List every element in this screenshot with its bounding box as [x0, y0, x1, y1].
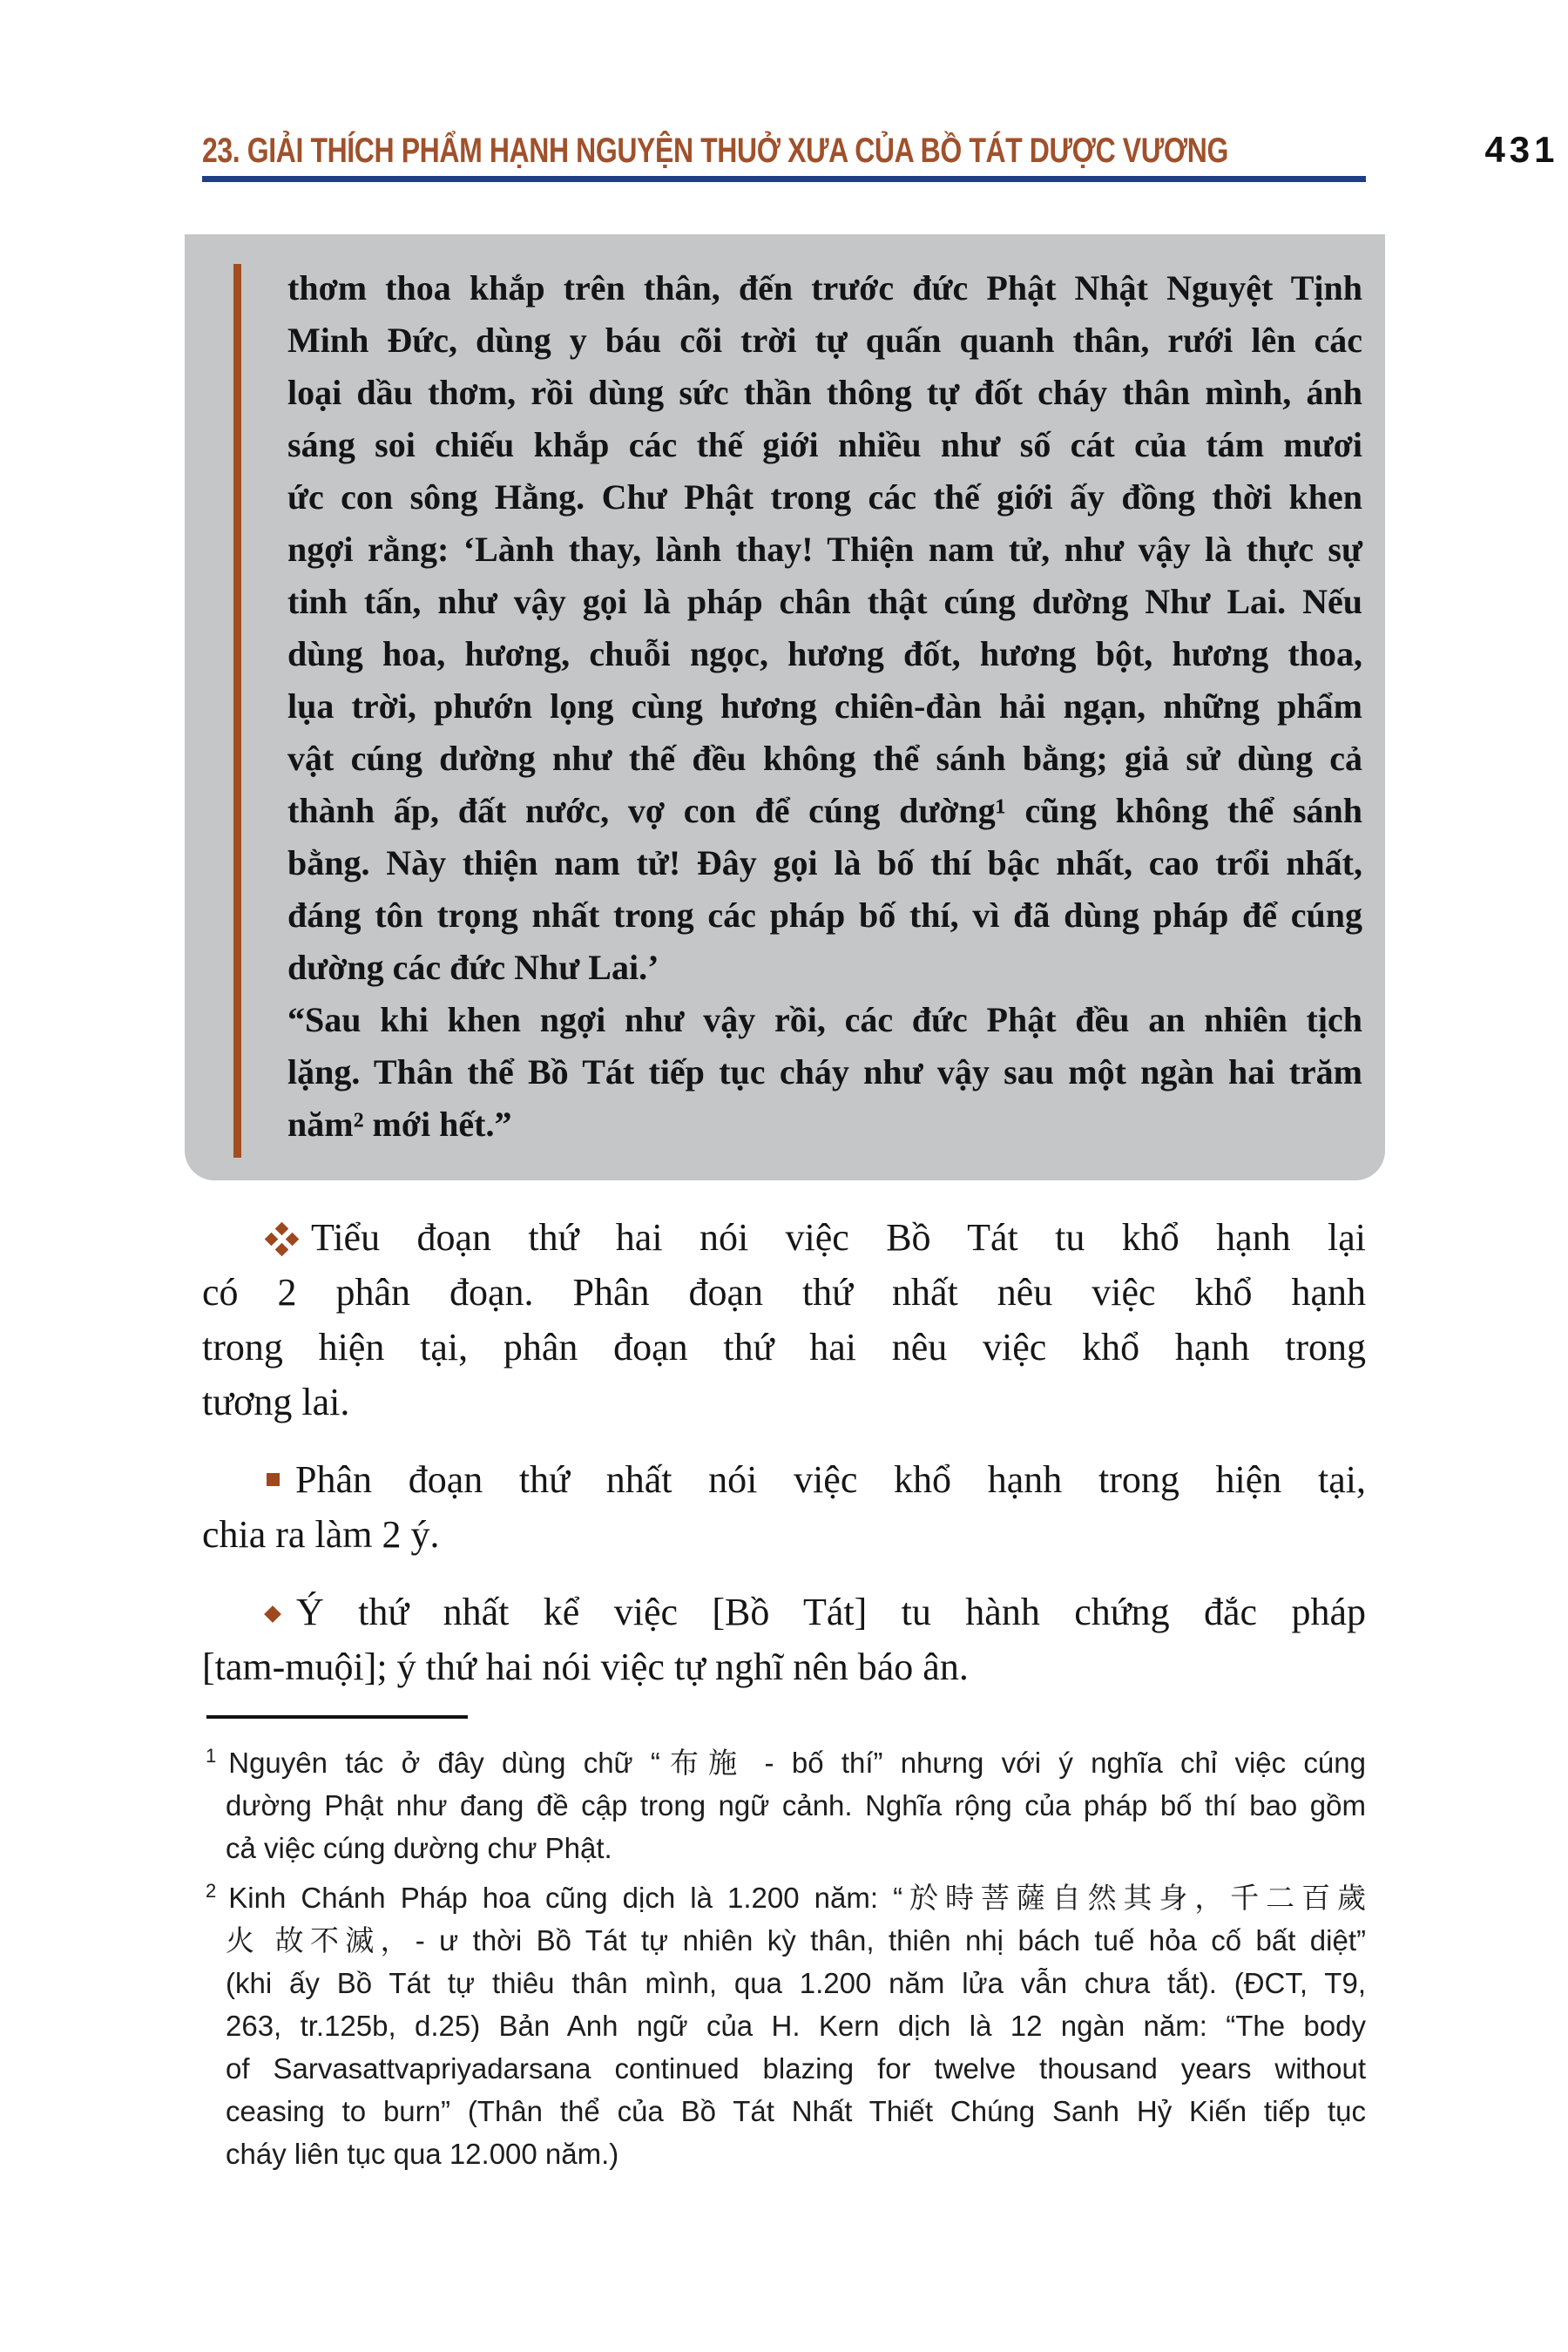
- footnote-line: $^1$ Nguyên tác ở đây dùng chữ “布施 - bố thí” nhưng với ý nghĩa chỉ việc cúng: [206, 1745, 1366, 1779]
- quote-line: dùng hoa, hương, chuỗi ngọc, hương đốt, hương bột, hương thoa,: [287, 634, 1362, 673]
- body-line: có 2 phân đoạn. Phân đoạn thứ nhất nêu việc khổ hạnh: [202, 1271, 1366, 1314]
- page-content: [202, 127, 1559, 2175]
- footnote-marker: 2: [206, 1880, 217, 1902]
- body-line: Ý thứ nhất kể việc [Bồ Tát] tu hành chứng đắc pháp: [202, 1585, 1366, 1639]
- body-paragraph: [202, 1585, 1366, 1694]
- page-header: [202, 127, 1559, 171]
- footnote-separator: [206, 1715, 468, 1719]
- quote-line: “Sau khi khen ngợi như vậy rồi, các đức Phật đều an nhiên tịch: [287, 1000, 1362, 1039]
- quote-line: năm² mới hết.”: [287, 1105, 512, 1144]
- footnote: [202, 1734, 1366, 1869]
- quote-line: lụa trời, phướn lọng cùng hương chiên-đàn hải ngạn, những phẩm: [287, 686, 1362, 726]
- sutra-quote-block: [185, 234, 1385, 1180]
- footnote-line: of Sarvasattvapriyadarsana continued blazing for twelve thousand years without: [226, 2052, 1366, 2085]
- page-number: 431: [1484, 129, 1559, 170]
- quote-line: lặng. Thân thể Bồ Tát tiếp tục cháy như vậy sau một ngàn hai trăm: [287, 1052, 1362, 1092]
- footnote-line: $^2$ Kinh Chánh Pháp hoa cũng dịch là 1.200 năm: “於時菩薩自然其身，千二百歲: [206, 1880, 1366, 1914]
- quote-line: ức con sông Hằng. Chư Phật trong các thế giới ấy đồng thời khen: [287, 477, 1362, 517]
- quote-line: dường các đức Như Lai.’: [287, 948, 659, 987]
- footnote-line: cả việc cúng dường chư Phật.: [226, 1832, 612, 1864]
- quote-line: tinh tấn, như vậy gọi là pháp chân thật cúng dường Như Lai. Nếu: [287, 582, 1362, 621]
- body-line: Phân đoạn thứ nhất nói việc khổ hạnh trong hiện tại,: [202, 1452, 1366, 1507]
- body-line: tương lai.: [202, 1381, 350, 1423]
- diamond-bullet-icon: [264, 1605, 281, 1623]
- quote-line: vật cúng dường như thế đều không thể sánh bằng; giả sử dùng cả: [287, 739, 1362, 778]
- body-paragraph: [202, 1452, 1366, 1562]
- quote-line: loại dầu thơm, rồi dùng sức thần thông tự đốt cháy thân mình, ánh: [287, 373, 1362, 412]
- quote-line: sáng soi chiếu khắp các thế giới nhiều như số cát của tám mươi: [287, 425, 1362, 464]
- body-line: Tiểu đoạn thứ hai nói việc Bồ Tát tu khổ hạnh lại: [202, 1210, 1366, 1265]
- quote-text: [287, 262, 1362, 1151]
- running-title: 23. GIẢI THÍCH PHẨM HẠNH NGUYỆN THUỞ XƯA CỦA BỒ TÁT DƯỢC VƯƠNG: [202, 132, 1228, 170]
- footnote-marker: 1: [206, 1745, 217, 1767]
- body-line: [tam-muội]; ý thứ hai nói việc tự nghĩ nên báo ân.: [202, 1646, 969, 1688]
- quote-accent-bar: [233, 264, 241, 1158]
- footnote: [202, 1869, 1366, 2175]
- footnote-line: ceasing to burn” (Thân thể của Bồ Tát Nhất Thiết Chúng Sanh Hỷ Kiến tiếp tục: [226, 2095, 1366, 2127]
- commentary-text: [202, 1210, 1366, 1694]
- quote-line: Minh Đức, dùng y báu cõi trời tự quấn quanh thân, rưới lên các: [287, 321, 1362, 360]
- four-diamond-bullet-icon: [267, 1224, 297, 1254]
- footnote-line: cháy liên tục qua 12.000 năm.): [226, 2138, 619, 2170]
- quote-line: thơm thoa khắp trên thân, đến trước đức Phật Nhật Nguyệt Tịnh: [287, 268, 1362, 308]
- footnote-line: 火 故不滅，- ư thời Bồ Tát tự nhiên kỳ thân, thiên nhị bách tuế hỏa cố bất diệt”: [226, 1924, 1366, 1957]
- footnotes: [202, 1734, 1366, 2175]
- quote-line: ngợi rằng: ‘Lành thay, lành thay! Thiện nam tử, như vậy là thực sự: [287, 530, 1362, 569]
- footnote-line: 263, tr.125b, d.25) Bản Anh ngữ của H. Kern dịch là 12 ngàn năm: “The body: [226, 2010, 1366, 2042]
- square-bullet-icon: [267, 1473, 280, 1486]
- body-line: chia ra làm 2 ý.: [202, 1513, 440, 1556]
- body-paragraph: [202, 1210, 1366, 1429]
- body-line: trong hiện tại, phân đoạn thứ hai nêu việc khổ hạnh trong: [202, 1326, 1366, 1369]
- header-rule: [202, 176, 1366, 182]
- quote-line: thành ấp, đất nước, vợ con để cúng dường¹ cũng không thể sánh: [287, 791, 1362, 830]
- quote-line: đáng tôn trọng nhất trong các pháp bố thí, vì đã dùng pháp để cúng: [287, 896, 1362, 935]
- footnote-line: dường Phật như đang đề cập trong ngữ cảnh. Nghĩa rộng của pháp bố thí bao gồm: [226, 1789, 1366, 1821]
- quote-line: bằng. Này thiện nam tử! Đây gọi là bố thí bậc nhất, cao trổi nhất,: [287, 843, 1362, 882]
- footnote-line: (khi ấy Bồ Tát tự thiêu thân mình, qua 1.200 năm lửa vẫn chưa tắt). (ĐCT, T9,: [226, 1967, 1366, 1999]
